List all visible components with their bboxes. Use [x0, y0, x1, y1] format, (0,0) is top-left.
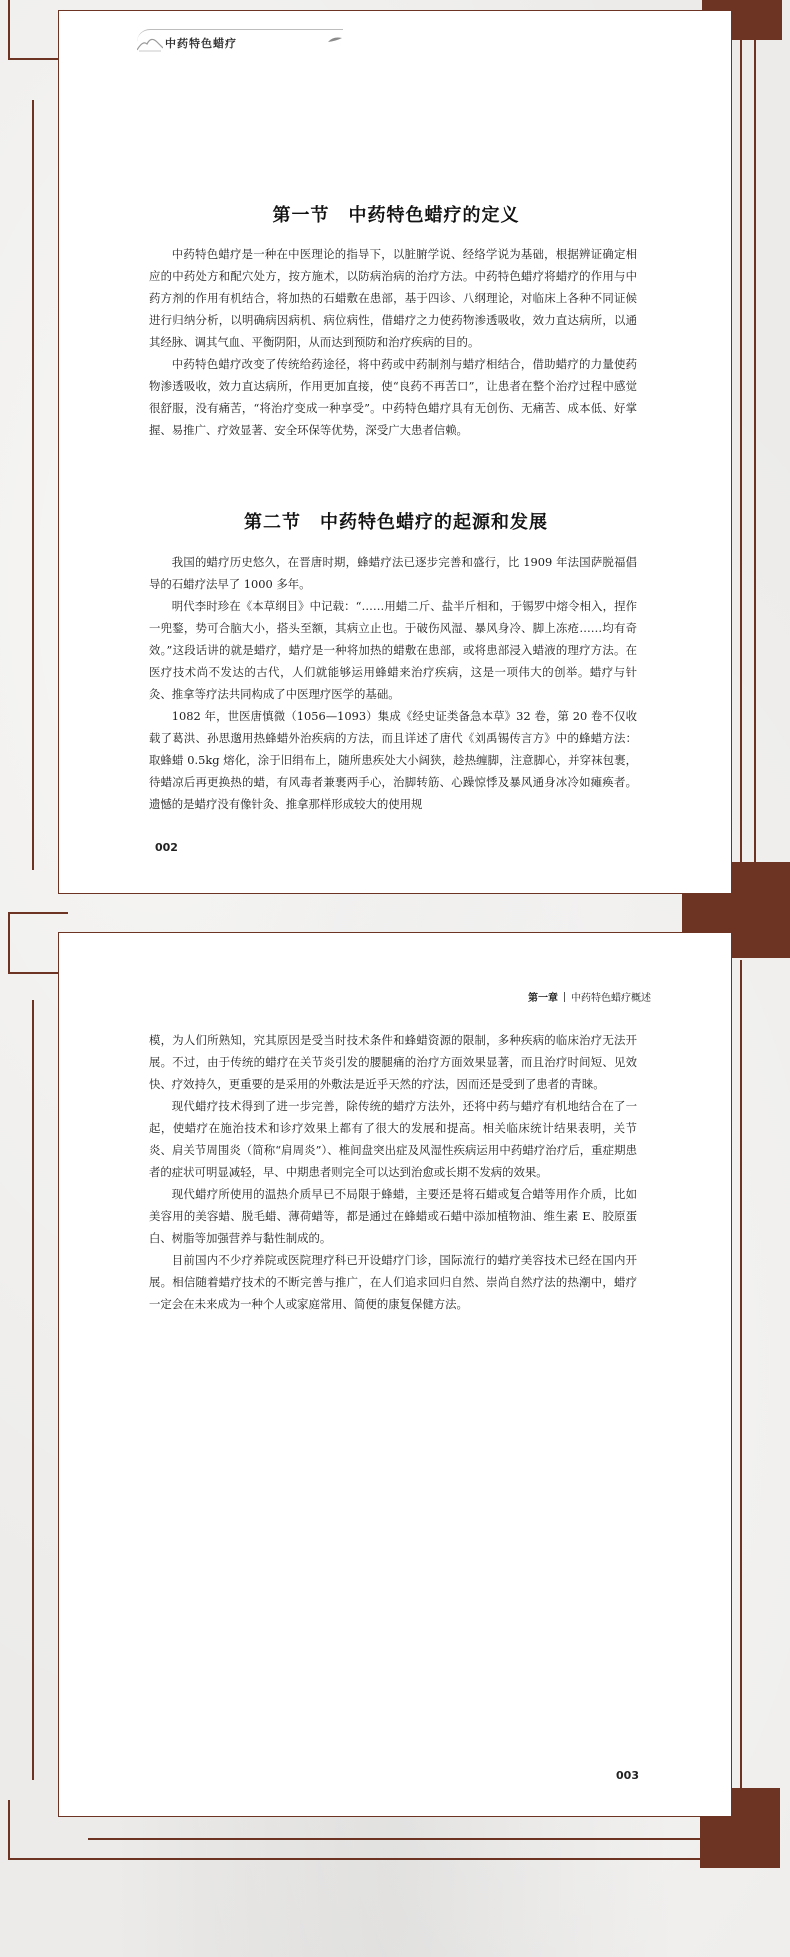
- paragraph: 中药特色蜡疗改变了传统给药途径，将中药或中药制剂与蜡疗相结合，借助蜡疗的力量使药物渗透吸收，效力直达病所，作用更加直接，使“良药不再苦口”，让患者在整个治疗过程中感觉很舒服，没有痛苦，“将治疗变成一种享受”。中药特色蜡疗具有无创伤、无痛苦、成本低、好掌握、易推广、疗效显著、安全环保等优势，深受广大患者信赖。: [149, 357, 637, 437]
- frame-line: [740, 40, 742, 890]
- paragraph: 现代蜡疗技术得到了进一步完善，除传统的蜡疗方法外，还将中药与蜡疗有机地结合在了一起，使蜡疗在施治技术和诊疗效果上都有了很大的发展和提高。相关临床统计结果表明，关节炎、肩关节周围炎（简称“肩周炎”）、椎间盘突出症及风湿性疾病运用中药蜡疗治疗后，重症期患者的症状可明显减轻，早、中期患者则完全可以达到治愈或长期不发病的效果。: [149, 1099, 637, 1179]
- section-body: [149, 243, 637, 441]
- frame-line: [8, 1858, 700, 1860]
- frame-line: [8, 972, 60, 974]
- page-number: 002: [155, 841, 178, 854]
- frame-line: [740, 960, 742, 1790]
- frame-line: [32, 1000, 34, 1780]
- paragraph: 目前国内不少疗养院或医院理疗科已开设蜡疗门诊，国际流行的蜡疗美容技术已经在国内开展。相信随着蜡疗技术的不断完善与推广，在人们追求回归自然、崇尚自然疗法的热潮中，蜡疗一定会在未来成为一种个人或家庭常用、简便的康复保健方法。: [149, 1253, 637, 1311]
- frame-line: [8, 1800, 10, 1860]
- section-title: 第一节 中药特色蜡疗的定义: [272, 205, 520, 226]
- chapter-label: 第一章: [528, 993, 558, 1004]
- section-body: [149, 1029, 637, 1315]
- paragraph: 现代蜡疗所使用的温热介质早已不局限于蜂蜡，主要还是将石蜡或复合蜡等用作介质，比如美容用的美容蜡、脱毛蜡、薄荷蜡等，都是通过在蜂蜡或石蜡中添加植物油、维生素 E、胶原蛋白、树脂等加强营养与黏性制成的。: [149, 1187, 637, 1245]
- frame-line: [754, 40, 756, 890]
- paragraph: 我国的蜡疗历史悠久，在晋唐时期，蜂蜡疗法已逐步完善和盛行，比 1909 年法国萨脱福倡导的石蜡疗法早了 1000 多年。: [149, 555, 637, 591]
- brush-stroke-icon: [327, 34, 343, 46]
- paragraph: 中药特色蜡疗是一种在中医理论的指导下，以脏腑学说、经络学说为基础，根据辨证确定相应的中药处方和配穴处方，按方施术，以防病治病的治疗方法。中药特色蜡疗将蜡疗的作用与中药方剂的作用有机结合，将加热的石蜡敷在患部，基于四诊、八纲理论，对临床上各种不同证候进行归纳分析，以明确病因病机、病位病性，借蜡疗之力使药物渗透吸收，效力直达病所，以通其经脉、调其气血、平衡阴阳，从而达到预防和治疗疾病的目的。: [149, 247, 637, 349]
- paragraph: 1082 年，世医唐慎微（1056—1093）集成《经史证类备急本草》32 卷，第 20 卷不仅收载了葛洪、孙思邈用热蜂蜡外治疾病的方法，而且详述了唐代《刘禹锡传言方》中的蜂蜡方法：取蜂蜡 0.5kg 熔化，涂于旧绢布上，随所患疾处大小阔狭，趁热缠脚，注意脚心，并穿袜包裹，待蜡凉后再更换热的蜡，有风毒者兼裹两手心，治脚转筋、心躁惊悸及暴风通身冰冷如瘫痪者。遗憾的是蜡疗没有像针灸、推拿那样形成较大的使用规: [149, 709, 637, 811]
- chapter-title: 中药特色蜡疗概述: [571, 993, 651, 1004]
- frame-line: [8, 0, 10, 60]
- book-page-002: [58, 10, 732, 894]
- section-title: 第二节 中药特色蜡疗的起源和发展: [244, 512, 548, 533]
- frame-line: [8, 58, 60, 60]
- running-head: [137, 29, 343, 56]
- paragraph: 明代李时珍在《本草纲目》中记载：“……用蜡二斤、盐半斤相和，于锡罗中熔令相入，捏作一兜鍪，势可合脑大小，搭头至额，其病立止也。于破伤风湿、暴风身冷、脚上冻疮……均有奇效。”这段话讲的就是蜡疗，蜡疗是一种将加热的蜡敷在患部，或将患部浸入蜡液的理疗方法。在医疗技术尚不发达的古代，人们就能够运用蜂蜡来治疗疾病，这是一项伟大的创举。蜡疗与针灸、推拿等疗法共同构成了中医理疗医学的基础。: [149, 599, 637, 701]
- page-number: 003: [616, 1769, 639, 1782]
- mountain-icon: [137, 34, 163, 52]
- frame-line: [88, 1838, 700, 1840]
- section-body: [149, 551, 637, 815]
- paragraph: 模，为人们所熟知，究其原因是受当时技术条件和蜂蜡资源的限制，多种疾病的临床治疗无法开展。不过，由于传统的蜡疗在关节炎引发的腰腿痛的治疗方面效果显著，而且治疗时间短、见效快、疗效持久，更重要的是采用的外敷法是近乎天然的疗法，因而还是受到了患者的青睐。: [149, 1033, 637, 1091]
- book-page-003: [58, 932, 732, 1817]
- frame-line: [8, 912, 10, 974]
- frame-line: [32, 100, 34, 870]
- chapter-header: [528, 989, 651, 1004]
- frame-line: [8, 912, 68, 914]
- running-head-title: 中药特色蜡疗: [165, 37, 237, 50]
- header-separator: [564, 992, 565, 1002]
